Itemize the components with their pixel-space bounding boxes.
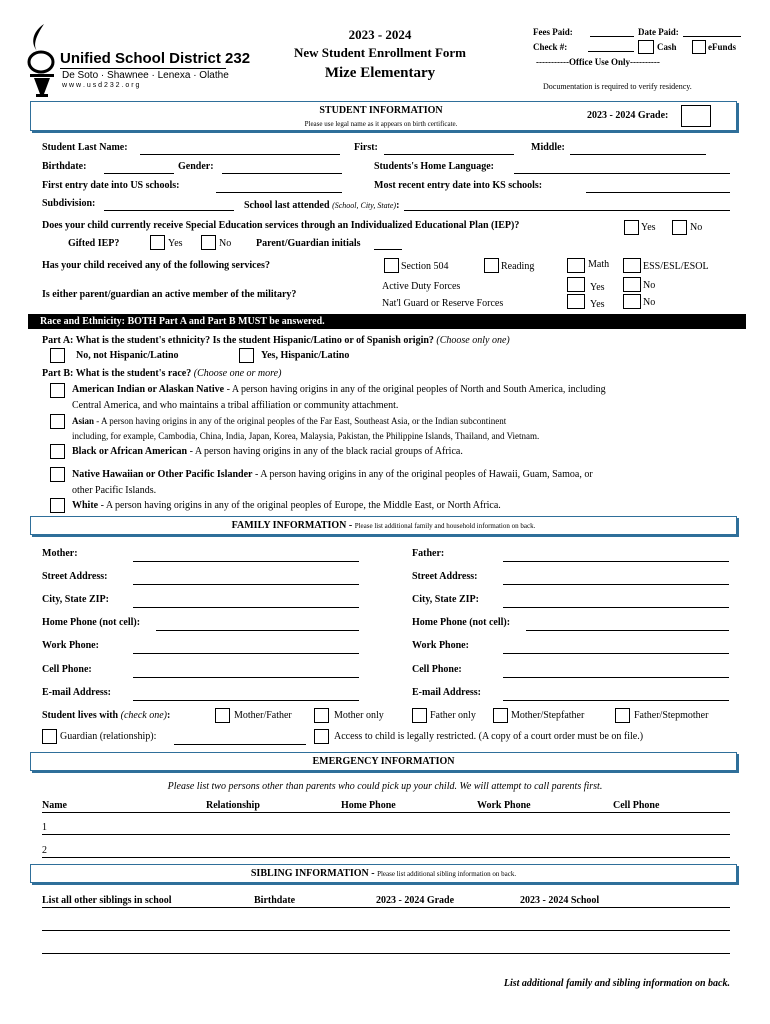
mother-field[interactable] <box>133 561 359 562</box>
district-towns: De Soto · Shawnee · Lenexa · Olathe <box>62 70 229 81</box>
father-cell-phone-field[interactable] <box>503 677 729 678</box>
lives-mother-father-label: Mother/Father <box>234 710 292 721</box>
not-hispanic-label: No, not Hispanic/Latino <box>76 350 179 361</box>
reading-checkbox[interactable] <box>484 258 499 273</box>
active-duty-label: Active Duty Forces <box>382 281 461 292</box>
birthdate-label: Birthdate: <box>42 161 87 172</box>
school-name: Mize Elementary <box>324 65 436 81</box>
lives-mother-stepfather-label: Mother/Stepfather <box>511 710 585 721</box>
father-city-label: City, State ZIP: <box>412 594 479 605</box>
father-street-field[interactable] <box>503 584 729 585</box>
grade-field[interactable] <box>681 105 711 127</box>
district-website: w w w . u s d 2 3 2 . o r g <box>62 82 140 89</box>
not-hispanic-checkbox[interactable] <box>50 348 65 363</box>
sibling-title: SIBLING INFORMATION - Please list additional sibling information on back. <box>250 868 517 879</box>
hispanic-label: Yes, Hispanic/Latino <box>261 350 350 361</box>
cash-checkbox[interactable] <box>638 40 654 54</box>
lives-mother-only-checkbox[interactable] <box>314 708 329 723</box>
legal-name-note: Please use legal name as it appears on birth certificate. <box>304 120 458 128</box>
gifted-yes-label: Yes <box>168 238 183 249</box>
sibling-header-rule <box>42 907 730 908</box>
last-name-field[interactable] <box>140 154 340 155</box>
restricted-checkbox[interactable] <box>314 729 329 744</box>
mother-city-label: City, State ZIP: <box>42 594 109 605</box>
emergency-col-work-phone: Work Phone <box>477 800 531 811</box>
native-hawaiian-text-2: other Pacific Islands. <box>72 485 157 496</box>
emergency-note: Please list two persons other than parents who could pick up your child. We will attempt to call parents first. <box>167 781 603 792</box>
father-field[interactable] <box>503 561 729 562</box>
student-info-header <box>30 101 737 131</box>
home-language-field[interactable] <box>514 173 730 174</box>
military-question: Is either parent/guardian an active member of the military? <box>42 289 297 300</box>
father-city-field[interactable] <box>503 607 729 608</box>
emergency-title: EMERGENCY INFORMATION <box>312 756 455 767</box>
emergency-col-name: Name <box>42 800 67 811</box>
guard-reserve-yes-label: Yes <box>590 299 605 310</box>
iep-yes-checkbox[interactable] <box>624 220 639 235</box>
mother-cell-phone-label: Cell Phone: <box>42 664 92 675</box>
emergency-row-2: 2 <box>42 845 47 856</box>
fees-paid-label: Fees Paid: <box>533 27 573 37</box>
active-duty-yes-checkbox[interactable] <box>567 277 585 292</box>
district-logo <box>26 22 251 98</box>
restricted-label: Access to child is legally restricted. (A copy of a court order must be on file.) <box>334 731 644 742</box>
middle-name-field[interactable] <box>570 154 706 155</box>
lives-mother-father-checkbox[interactable] <box>215 708 230 723</box>
esl-checkbox[interactable] <box>623 258 641 273</box>
father-home-phone-field[interactable] <box>526 630 729 631</box>
father-label: Father: <box>412 548 445 559</box>
lives-father-stepmother-checkbox[interactable] <box>615 708 630 723</box>
gender-field[interactable] <box>222 173 342 174</box>
asian-text: Asian - A person having origins in any of the original peoples of the Far East, Southeast Asia, or the Indian subcontinent <box>72 416 507 426</box>
active-duty-yes-label: Yes <box>590 282 605 293</box>
gifted-yes-checkbox[interactable] <box>150 235 165 250</box>
american-indian-text-2: Central America, and who maintains a tribal affiliation or community attachment. <box>72 400 399 411</box>
father-home-phone-label: Home Phone (not cell): <box>412 617 511 628</box>
student-info-title: STUDENT INFORMATION <box>319 105 443 116</box>
guardian-field[interactable] <box>174 744 306 745</box>
reading-label: Reading <box>501 261 535 272</box>
emergency-header <box>30 752 737 771</box>
lives-mother-stepfather-checkbox[interactable] <box>493 708 508 723</box>
mother-work-phone-field[interactable] <box>133 653 359 654</box>
family-info-title: FAMILY INFORMATION - Please list additional family and household information on back. <box>231 520 536 531</box>
black-text: Black or African American - A person having origins in any of the black racial groups of Africa. <box>72 446 463 457</box>
birthdate-field[interactable] <box>104 173 174 174</box>
part-a-question: Part A: What is the student's ethnicity? Is the student Hispanic/Latino or of Spanish origin? (Choose only one) <box>42 335 510 346</box>
mother-email-field[interactable] <box>133 700 359 701</box>
documentation-note: Documentation is required to verify residency. <box>543 82 692 91</box>
sibling-row-1-field[interactable] <box>42 930 730 931</box>
mother-city-field[interactable] <box>133 607 359 608</box>
father-email-label: E-mail Address: <box>412 687 481 698</box>
guardian-initials-label: Parent/Guardian initials <box>256 238 361 249</box>
emergency-row-1: 1 <box>42 822 47 833</box>
recent-entry-ks-label: Most recent entry date into KS schools: <box>374 180 543 191</box>
efunds-checkbox[interactable] <box>692 40 706 54</box>
american-indian-checkbox[interactable] <box>50 383 65 398</box>
last-attended-label: School last attended (School, City, State): <box>244 200 400 211</box>
father-cell-phone-label: Cell Phone: <box>412 664 462 675</box>
form-title: New Student Enrollment Form <box>293 45 466 60</box>
lives-father-stepmother-label: Father/Stepmother <box>634 710 709 721</box>
guardian-initials-field[interactable] <box>374 249 402 250</box>
emergency-row-2-field[interactable] <box>42 857 730 858</box>
emergency-col-relationship: Relationship <box>206 800 260 811</box>
home-language-label: Students's Home Language: <box>374 161 495 172</box>
emergency-col-home-phone: Home Phone <box>341 800 396 811</box>
lives-mother-only-label: Mother only <box>334 710 384 721</box>
torch-logo-icon <box>26 22 58 98</box>
race-banner-text: Race and Ethnicity: BOTH Part A and Part B MUST be answered. <box>40 316 325 327</box>
emergency-col-cell-phone: Cell Phone <box>613 800 660 811</box>
white-checkbox[interactable] <box>50 498 65 513</box>
emergency-row-1-field[interactable] <box>42 834 730 835</box>
native-hawaiian-text: Native Hawaiian or Other Pacific Islander - A person having origins in any of the original peoples of Hawaii, Guam, Samoa, or <box>72 469 593 480</box>
date-paid-label: Date Paid: <box>638 27 679 37</box>
gifted-no-checkbox[interactable] <box>201 235 216 250</box>
efunds-label: eFunds <box>708 42 737 52</box>
first-entry-us-label: First entry date into US schools: <box>42 180 180 191</box>
math-label: Math <box>588 259 610 270</box>
sibling-header <box>30 864 737 883</box>
office-use-only: -----------Office Use Only---------- <box>536 57 660 67</box>
lives-father-only-checkbox[interactable] <box>412 708 427 723</box>
iep-question: Does your child currently receive Special Education services through an Individualized Educational Plan (IEP)? <box>42 220 520 231</box>
iep-no-checkbox[interactable] <box>672 220 687 235</box>
white-text: White - A person having origins in any of the original peoples of Europe, the Middle East, or North Africa. <box>72 500 501 511</box>
mother-cell-phone-field[interactable] <box>133 677 359 678</box>
mother-work-phone-label: Work Phone: <box>42 640 99 651</box>
middle-name-label: Middle: <box>531 142 565 153</box>
district-name: Unified School District 232 <box>60 50 251 67</box>
sibling-col-school: 2023 - 2024 School <box>520 895 600 906</box>
gender-label: Gender: <box>178 161 214 172</box>
father-street-label: Street Address: <box>412 571 478 582</box>
first-entry-us-field[interactable] <box>216 192 342 193</box>
sibling-col-birthdate: Birthdate <box>254 895 296 906</box>
section504-label: Section 504 <box>401 261 449 272</box>
sibling-col-grade: 2023 - 2024 Grade <box>376 895 455 906</box>
iep-yes-label: Yes <box>641 222 656 233</box>
lives-with-label: Student lives with (check one): <box>42 710 171 721</box>
guardian-label: Guardian (relationship): <box>60 731 157 742</box>
last-name-label: Student Last Name: <box>42 142 128 153</box>
black-checkbox[interactable] <box>50 444 65 459</box>
guard-reserve-label: Nat'l Guard or Reserve Forces <box>382 298 504 309</box>
school-year: 2023 - 2024 <box>348 27 412 42</box>
mother-label: Mother: <box>42 548 78 559</box>
section504-checkbox[interactable] <box>384 258 399 273</box>
guardian-checkbox[interactable] <box>42 729 57 744</box>
family-info-header <box>30 516 737 535</box>
check-number-label: Check #: <box>533 42 568 52</box>
mother-home-phone-label: Home Phone (not cell): <box>42 617 141 628</box>
emergency-header-rule <box>42 812 730 813</box>
footer-note: List additional family and sibling information on back. <box>503 978 730 989</box>
active-duty-no-label: No <box>643 280 656 291</box>
esl-label: ESS/ESL/ESOL <box>643 261 709 272</box>
subdivision-label: Subdivision: <box>42 198 96 209</box>
hispanic-checkbox[interactable] <box>239 348 254 363</box>
sibling-col-name: List all other siblings in school <box>42 895 172 906</box>
asian-text-2: including, for example, Cambodia, China, India, Japan, Korea, Malaysia, Pakistan, the Philippine Islands, Thailand, and Vietnam. <box>72 431 540 441</box>
guard-reserve-no-checkbox[interactable] <box>623 294 641 309</box>
mother-email-label: E-mail Address: <box>42 687 111 698</box>
father-work-phone-label: Work Phone: <box>412 640 469 651</box>
gifted-no-label: No <box>219 238 232 249</box>
first-name-label: First: <box>354 142 378 153</box>
cash-label: Cash <box>657 42 677 52</box>
last-attended-field[interactable] <box>404 210 730 211</box>
services-question: Has your child received any of the following services? <box>42 260 270 271</box>
father-work-phone-field[interactable] <box>503 653 729 654</box>
first-name-field[interactable] <box>384 154 514 155</box>
mother-street-field[interactable] <box>133 584 359 585</box>
iep-no-label: No <box>690 222 703 233</box>
math-checkbox[interactable] <box>567 258 585 273</box>
part-b-question: Part B: What is the student's race? (Choose one or more) <box>42 368 282 379</box>
guard-reserve-yes-checkbox[interactable] <box>567 294 585 309</box>
mother-home-phone-field[interactable] <box>156 630 359 631</box>
grade-label: 2023 - 2024 Grade: <box>587 110 669 121</box>
recent-entry-ks-field[interactable] <box>586 192 730 193</box>
gifted-iep-label: Gifted IEP? <box>68 238 120 249</box>
guard-reserve-no-label: No <box>643 297 656 308</box>
mother-street-label: Street Address: <box>42 571 108 582</box>
active-duty-no-checkbox[interactable] <box>623 277 641 292</box>
asian-checkbox[interactable] <box>50 414 65 429</box>
sibling-row-2-field[interactable] <box>42 953 730 954</box>
subdivision-field[interactable] <box>104 210 234 211</box>
lives-father-only-label: Father only <box>430 710 476 721</box>
american-indian-text: American Indian or Alaskan Native - A person having origins in any of the original peoples of North and South America, including <box>72 384 606 395</box>
native-hawaiian-checkbox[interactable] <box>50 467 65 482</box>
father-email-field[interactable] <box>503 700 729 701</box>
